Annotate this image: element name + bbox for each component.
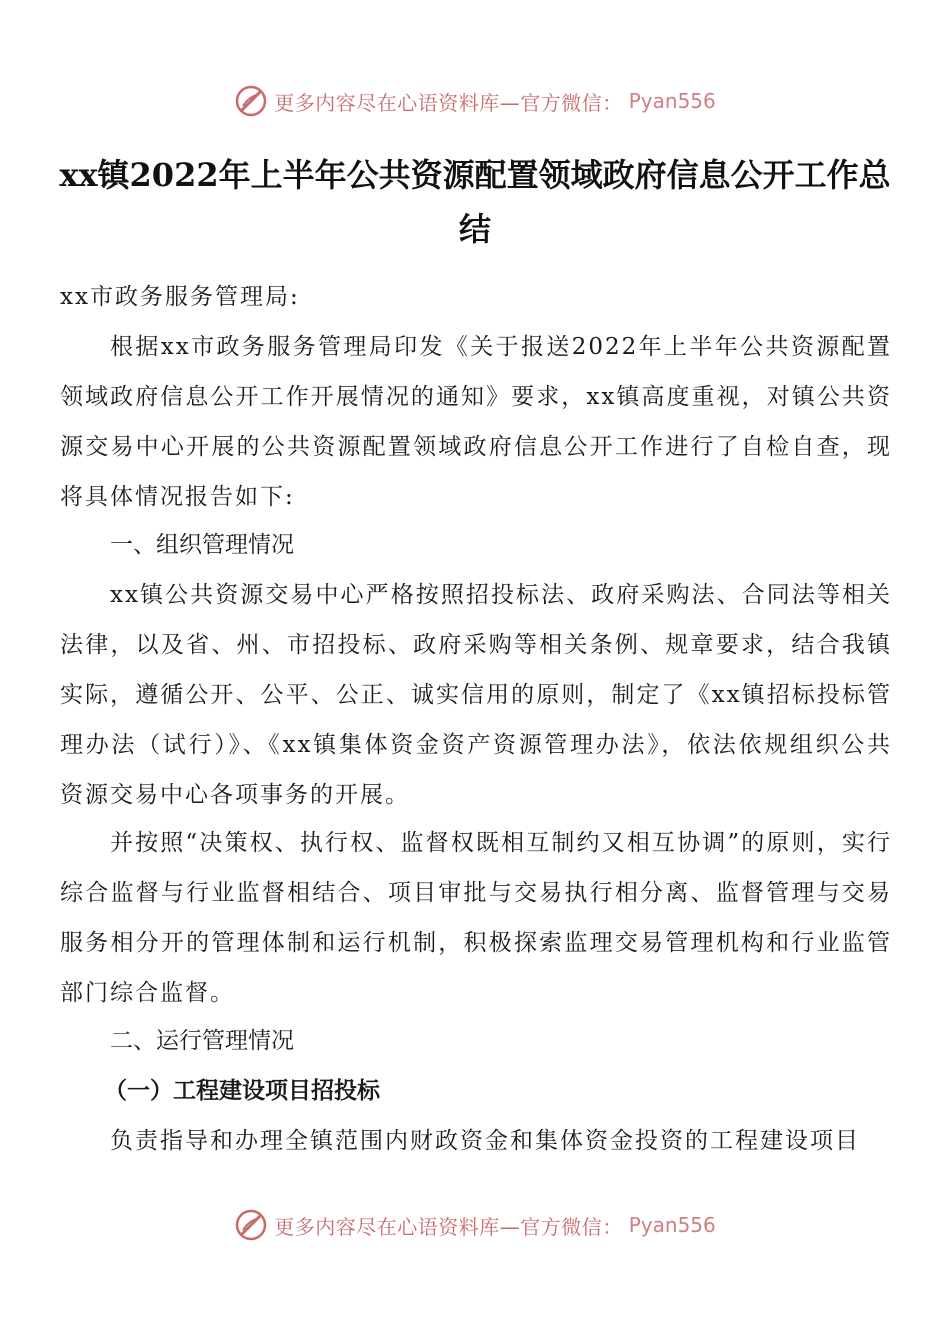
document-title: xx镇2022年上半年公共资源配置领域政府信息公开工作总结 bbox=[59, 156, 891, 248]
section-1-paragraph-1: xx镇公共资源交易中心严格按照招投标法、政府采购法、合同法等相关法律，以及省、州、市招投标、政府采购等相关条例、规章要求，结合我镇实际，遵循公开、公平、公正、诚实信用的原则，制定了《xx镇招标投标管理办法（试行）》、《xx镇集体资金资产资源管理办法》，依法依规组织公共资源交易中心各项事务的开展。 bbox=[60, 582, 892, 808]
pen-logo-icon bbox=[234, 1208, 268, 1242]
watermark-text: 更多内容尽在心语资料库—官方微信： bbox=[274, 1214, 623, 1239]
section-2-paragraph-1: 负责指导和办理全镇范围内财政资金和集体资金投资的工程建设项目 bbox=[110, 1128, 860, 1154]
section-1-paragraph-2: 并按照“决策权、执行权、监督权既相互制约又相互协调”的原则，实行综合监督与行业监督相结合、项目审批与交易执行相分离、监督管理与交易服务相分开的管理体制和运行机制，积极探索监理交易管理机构和行业监管部门综合监督。 bbox=[60, 830, 892, 1006]
pen-logo-icon bbox=[234, 84, 268, 118]
watermark-bottom bbox=[0, 1208, 950, 1242]
watermark-wechat-id: Pyan556 bbox=[628, 1213, 716, 1237]
watermark-top bbox=[0, 84, 950, 118]
section-2-subheading-1: （一）工程建设项目招投标 bbox=[104, 1077, 380, 1104]
section-2-heading: 二、运行管理情况 bbox=[110, 1028, 294, 1054]
intro-paragraph: 根据xx市政务服务管理局印发《关于报送2022年上半年公共资源配置领域政府信息公开工作开展情况的通知》要求，xx镇高度重视，对镇公共资源交易中心开展的公共资源配置领域政府信息公开工作进行了自检自查，现将具体情况报告如下: bbox=[60, 334, 892, 510]
watermark-text: 更多内容尽在心语资料库—官方微信： bbox=[274, 90, 623, 115]
section-1-heading: 一、组织管理情况 bbox=[110, 532, 294, 558]
addressee: xx市政务服务管理局: bbox=[60, 284, 300, 310]
watermark-wechat-id: Pyan556 bbox=[628, 89, 716, 113]
